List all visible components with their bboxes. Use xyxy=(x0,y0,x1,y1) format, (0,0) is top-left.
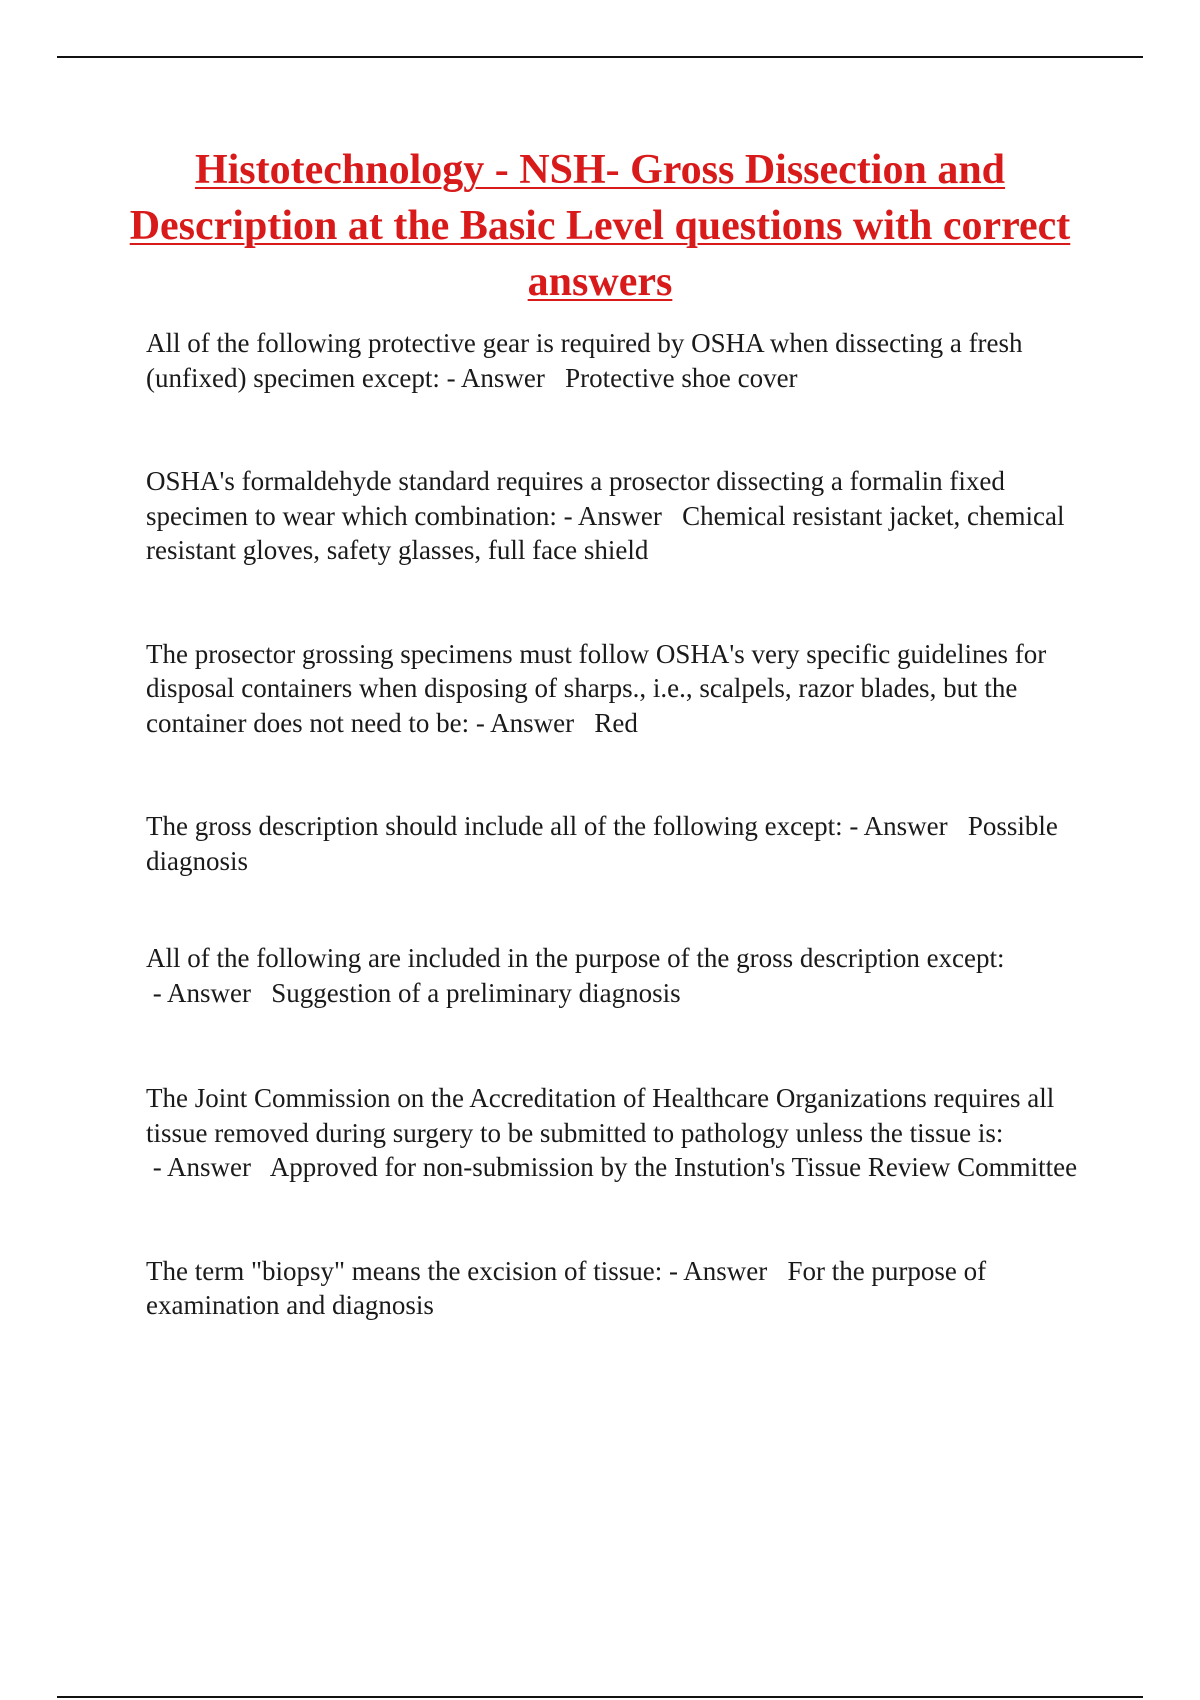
question-text: All of the following are included in the purpose of the gross description except: xyxy=(146,943,1005,973)
answer-text: Suggestion of a preliminary diagnosis xyxy=(271,977,681,1008)
question-text: The term "biopsy" means the excision of tissue: xyxy=(146,1255,663,1286)
answer-label: - Answer xyxy=(439,362,566,393)
qa-list xyxy=(146,326,1106,1392)
question-text: OSHA's formaldehyde standard requires a prosector dissecting a formalin fixed specimen to wear which combination: xyxy=(146,466,1005,531)
bottom-rule xyxy=(57,1696,1143,1698)
answer-label: - Answer xyxy=(662,1255,788,1286)
answer-label: - Answer xyxy=(146,977,272,1008)
question-text: The Joint Commission on the Accreditation of Healthcare Organizations requires all tissue removed during surgery to be submitted to pathology unless the tissue is: xyxy=(146,1083,1055,1148)
qa-item xyxy=(146,326,1106,395)
answer-text: Red xyxy=(594,707,638,738)
question-text: The gross description should include all of the following except: xyxy=(146,811,843,841)
document-title: Histotechnology - NSH- Gross Dissection and Description at the Basic Level questions with correct answers xyxy=(129,147,1071,305)
answer-label: - Answer xyxy=(469,707,595,738)
qa-item xyxy=(146,941,1106,1010)
answer-text: Chemical resistant jacket, chemical resistant gloves, safety glasses, full face shield xyxy=(146,500,1065,565)
answer-label: - Answer xyxy=(146,1152,270,1182)
qa-item xyxy=(146,809,1106,878)
question-text: The prosector grossing specimens must follow OSHA's very specific guidelines for disposal containers when disposing of sharps., i.e., scalpels, razor blades, but the container does not need to be: xyxy=(146,638,1047,738)
qa-item xyxy=(146,1254,1106,1323)
answer-text: Approved for non-submission by the Instution's Tissue Review Committee xyxy=(269,1152,1078,1182)
answer-text: Possible diagnosis xyxy=(146,811,1058,876)
qa-item xyxy=(146,464,1106,568)
answer-text: For the purpose of examination and diagnosis xyxy=(146,1255,987,1320)
question-text: All of the following protective gear is required by OSHA when dissecting a fresh (unfixed) specimen except: xyxy=(146,328,1023,393)
answer-label: - Answer xyxy=(556,500,683,531)
answer-text: Protective shoe cover xyxy=(565,362,798,393)
qa-item xyxy=(146,1081,1106,1185)
answer-label: - Answer xyxy=(842,811,968,841)
top-rule xyxy=(57,56,1143,58)
qa-item xyxy=(146,637,1106,741)
